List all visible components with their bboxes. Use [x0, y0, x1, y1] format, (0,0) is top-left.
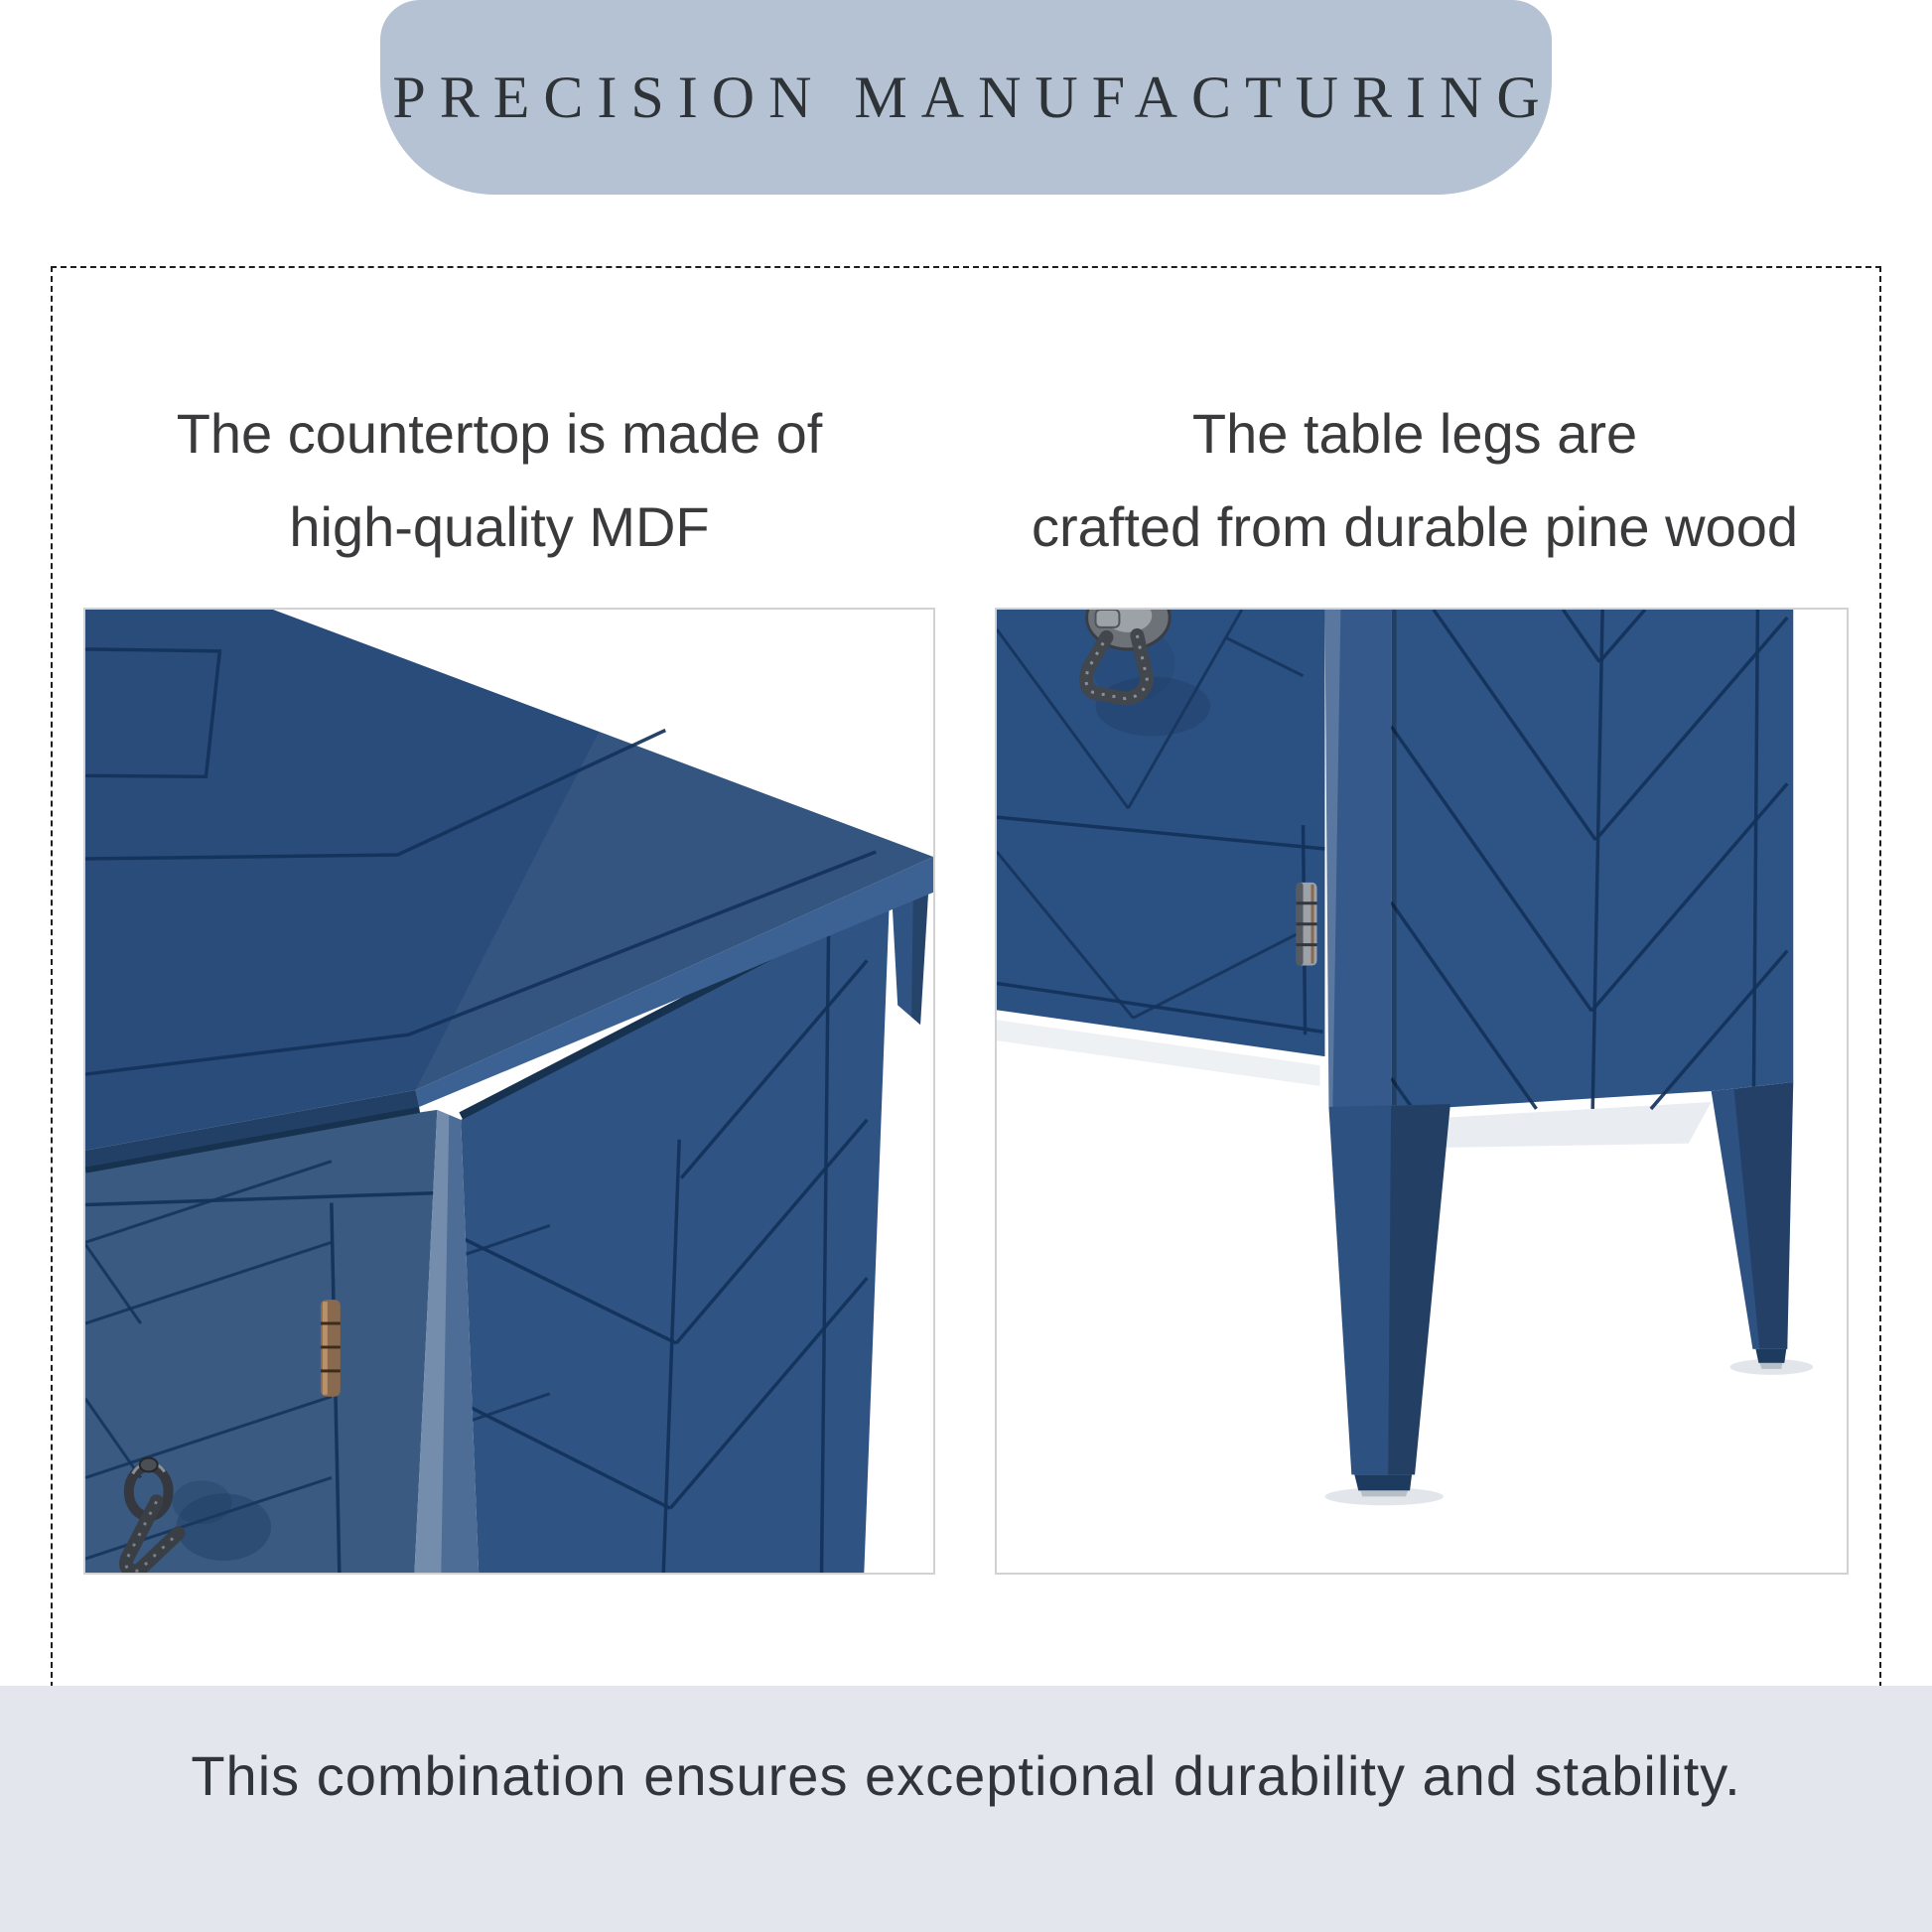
caption-right — [978, 387, 1852, 574]
header-banner — [380, 0, 1552, 195]
door-hinge-icon — [1297, 883, 1317, 966]
door-hinge-icon — [321, 1300, 341, 1397]
caption-left-line2: high-quality MDF — [289, 495, 710, 558]
page-title: PRECISION MANUFACTURING — [392, 64, 1554, 130]
photo-table-legs — [995, 608, 1849, 1575]
footer-text: This combination ensures exceptional durability and stability. — [191, 1744, 1741, 1807]
caption-left-line1: The countertop is made of — [176, 402, 823, 465]
caption-right-line2: crafted from durable pine wood — [1032, 495, 1798, 558]
countertop-photo-image — [85, 610, 933, 1573]
legs-photo-image — [997, 610, 1847, 1573]
caption-left — [63, 387, 936, 574]
footer-banner — [0, 1686, 1932, 1932]
photo-countertop — [83, 608, 935, 1575]
caption-right-line1: The table legs are — [1191, 402, 1638, 465]
